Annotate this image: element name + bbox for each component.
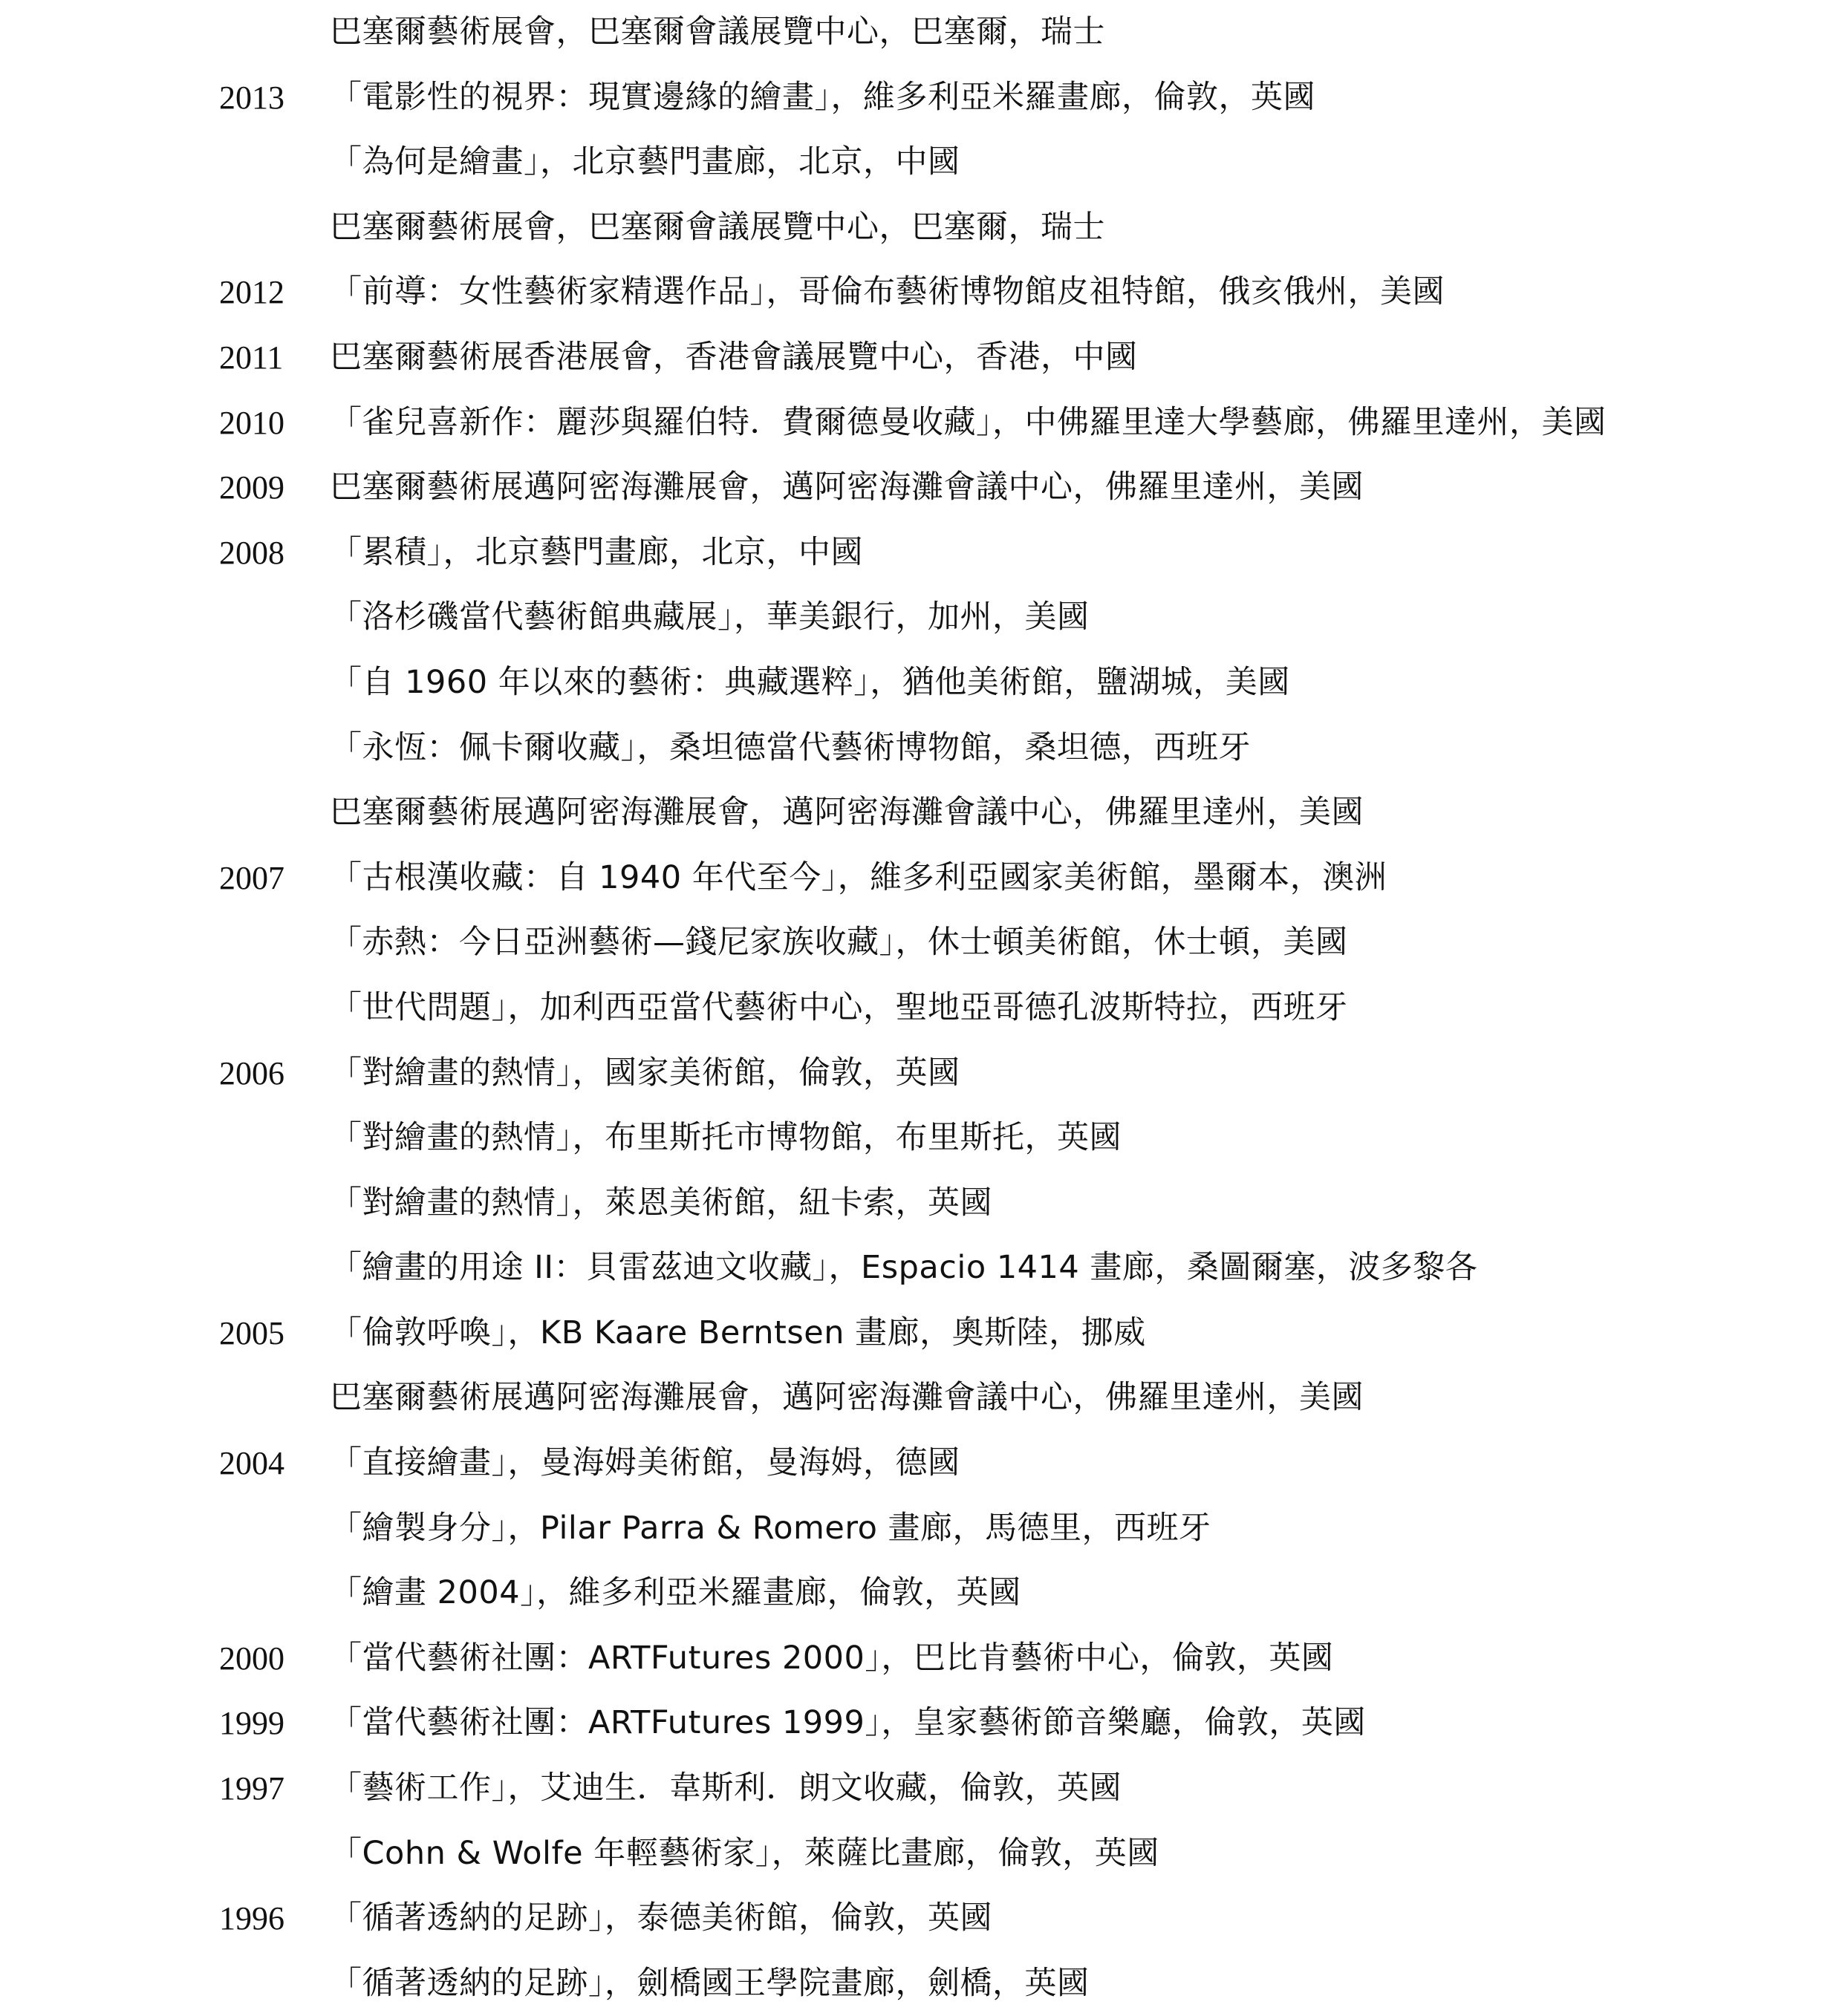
exhibition-text: 「世代問題」，加利西亞當代藝術中心，聖地亞哥德孔波斯特拉，西班牙 — [330, 988, 1348, 1026]
exhibition-text: 「繪畫 2004」，維多利亞米羅畫廊，倫敦，英國 — [330, 1574, 1021, 1612]
year-label: 2009 — [219, 469, 284, 506]
exhibition-text: 「當代藝術社團：ARTFutures 2000」，巴比肯藝術中心，倫敦，英國 — [330, 1639, 1334, 1677]
list-item — [0, 260, 1842, 325]
list-item — [0, 455, 1842, 521]
list-item — [0, 1886, 1842, 1951]
year-label: 1997 — [219, 1770, 284, 1807]
exhibition-text: 「對繪畫的熱情」，布里斯托市博物館，布里斯托，英國 — [330, 1119, 1122, 1157]
exhibition-text: 「藝術工作」，艾迪生．韋斯利．朗文收藏，倫敦，英國 — [330, 1769, 1122, 1807]
year-label: 2007 — [219, 859, 284, 896]
exhibition-text: 「古根漢收藏：自 1940 年代至今」，維多利亞國家美術館，墨爾本，澳洲 — [330, 858, 1387, 896]
exhibition-text: 「對繪畫的熱情」，萊恩美術館，紐卡索，英國 — [330, 1184, 992, 1221]
exhibition-text: 「自 1960 年以來的藝術：典藏選粹」，猶他美術館，鹽湖城，美國 — [330, 663, 1290, 701]
list-item — [0, 1821, 1842, 1887]
list-item — [0, 716, 1842, 781]
year-label: 2011 — [219, 339, 284, 376]
list-item — [0, 585, 1842, 650]
exhibition-text: 巴塞爾藝術展香港展會，香港會議展覽中心，香港，中國 — [330, 338, 1138, 376]
exhibition-text: 「洛杉磯當代藝術館典藏展」，華美銀行，加州，美國 — [330, 598, 1090, 636]
list-item — [0, 1366, 1842, 1431]
list-item — [0, 1626, 1842, 1692]
year-label: 2008 — [219, 534, 284, 571]
exhibition-text: 巴塞爾藝術展會，巴塞爾會議展覽中心，巴塞爾，瑞士 — [330, 208, 1105, 246]
exhibition-text: 「循著透納的足跡」，劍橋國王學院畫廊，劍橋，英國 — [330, 1964, 1090, 2002]
exhibition-text: 「當代藝術社團：ARTFutures 1999」，皇家藝術節音樂廳，倫敦，英國 — [330, 1704, 1366, 1742]
list-item — [0, 1431, 1842, 1496]
list-item — [0, 1691, 1842, 1756]
year-label: 2000 — [219, 1640, 284, 1677]
list-item — [0, 1301, 1842, 1366]
exhibition-text: 巴塞爾藝術展會，巴塞爾會議展覽中心，巴塞爾，瑞士 — [330, 13, 1105, 50]
year-label: 1996 — [219, 1900, 284, 1937]
list-item — [0, 195, 1842, 261]
list-item — [0, 1041, 1842, 1106]
exhibition-text: 巴塞爾藝術展邁阿密海灘展會，邁阿密海灘會議中心，佛羅里達州，美國 — [330, 794, 1364, 832]
exhibition-text: 「赤熱：今日亞洲藝術—錢尼家族收藏」，休士頓美術館，休士頓，美國 — [330, 924, 1348, 962]
exhibition-text: 「前導：女性藝術家精選作品」，哥倫布藝術博物館皮祖特館，俄亥俄州，美國 — [330, 273, 1445, 311]
exhibition-text: 「倫敦呼喚」，KB Kaare Berntsen 畫廊，奧斯陸，挪威 — [330, 1314, 1146, 1351]
exhibition-text: 「對繪畫的熱情」，國家美術館，倫敦，英國 — [330, 1054, 960, 1092]
year-label: 2004 — [219, 1445, 284, 1482]
exhibition-text: 「繪製身分」，Pilar Parra & Romero 畫廊，馬德里，西班牙 — [330, 1509, 1211, 1547]
list-item — [0, 1496, 1842, 1562]
list-item — [0, 325, 1842, 391]
list-item — [0, 521, 1842, 586]
list-item — [0, 976, 1842, 1041]
year-label: 2013 — [219, 79, 284, 116]
year-label: 2010 — [219, 404, 284, 441]
list-item — [0, 65, 1842, 131]
exhibition-text: 「雀兒喜新作：麗莎與羅伯特．費爾德曼收藏」，中佛羅里達大學藝廊，佛羅里達州，美國 — [330, 403, 1607, 441]
list-item — [0, 1561, 1842, 1626]
list-item — [0, 780, 1842, 846]
year-label: 2012 — [219, 274, 284, 311]
list-item — [0, 1756, 1842, 1821]
list-item — [0, 650, 1842, 716]
year-label: 1999 — [219, 1705, 284, 1742]
list-item — [0, 1951, 1842, 2016]
exhibition-text: 「繪畫的用途 II：貝雷茲迪文收藏」，Espacio 1414 畫廊，桑圖爾塞，波多黎各 — [330, 1249, 1478, 1287]
list-item — [0, 1236, 1842, 1301]
exhibition-text: 「為何是繪畫」，北京藝門畫廊，北京，中國 — [330, 143, 960, 181]
exhibition-text: 「循著透納的足跡」，泰德美術館，倫敦，英國 — [330, 1899, 992, 1937]
year-label: 2005 — [219, 1314, 284, 1351]
exhibition-text: 「電影性的視界：現實邊緣的繪畫」，維多利亞米羅畫廊，倫敦，英國 — [330, 78, 1315, 116]
list-item — [0, 1106, 1842, 1171]
list-item — [0, 0, 1842, 65]
list-item — [0, 910, 1842, 976]
exhibition-text: 「永恆：佩卡爾收藏」，桑坦德當代藝術博物館，桑坦德，西班牙 — [330, 728, 1251, 766]
exhibition-text: 「Cohn & Wolfe 年輕藝術家」，萊薩比畫廊，倫敦，英國 — [330, 1834, 1159, 1872]
year-label: 2006 — [219, 1054, 284, 1092]
list-item — [0, 1171, 1842, 1236]
list-item — [0, 391, 1842, 456]
list-item — [0, 846, 1842, 911]
exhibition-text: 「累積」，北京藝門畫廊，北京，中國 — [330, 533, 863, 571]
exhibition-text: 「直接繪畫」，曼海姆美術館，曼海姆，德國 — [330, 1444, 960, 1482]
exhibition-text: 巴塞爾藝術展邁阿密海灘展會，邁阿密海灘會議中心，佛羅里達州，美國 — [330, 469, 1364, 506]
list-item — [0, 130, 1842, 195]
exhibition-text: 巴塞爾藝術展邁阿密海灘展會，邁阿密海灘會議中心，佛羅里達州，美國 — [330, 1379, 1364, 1417]
